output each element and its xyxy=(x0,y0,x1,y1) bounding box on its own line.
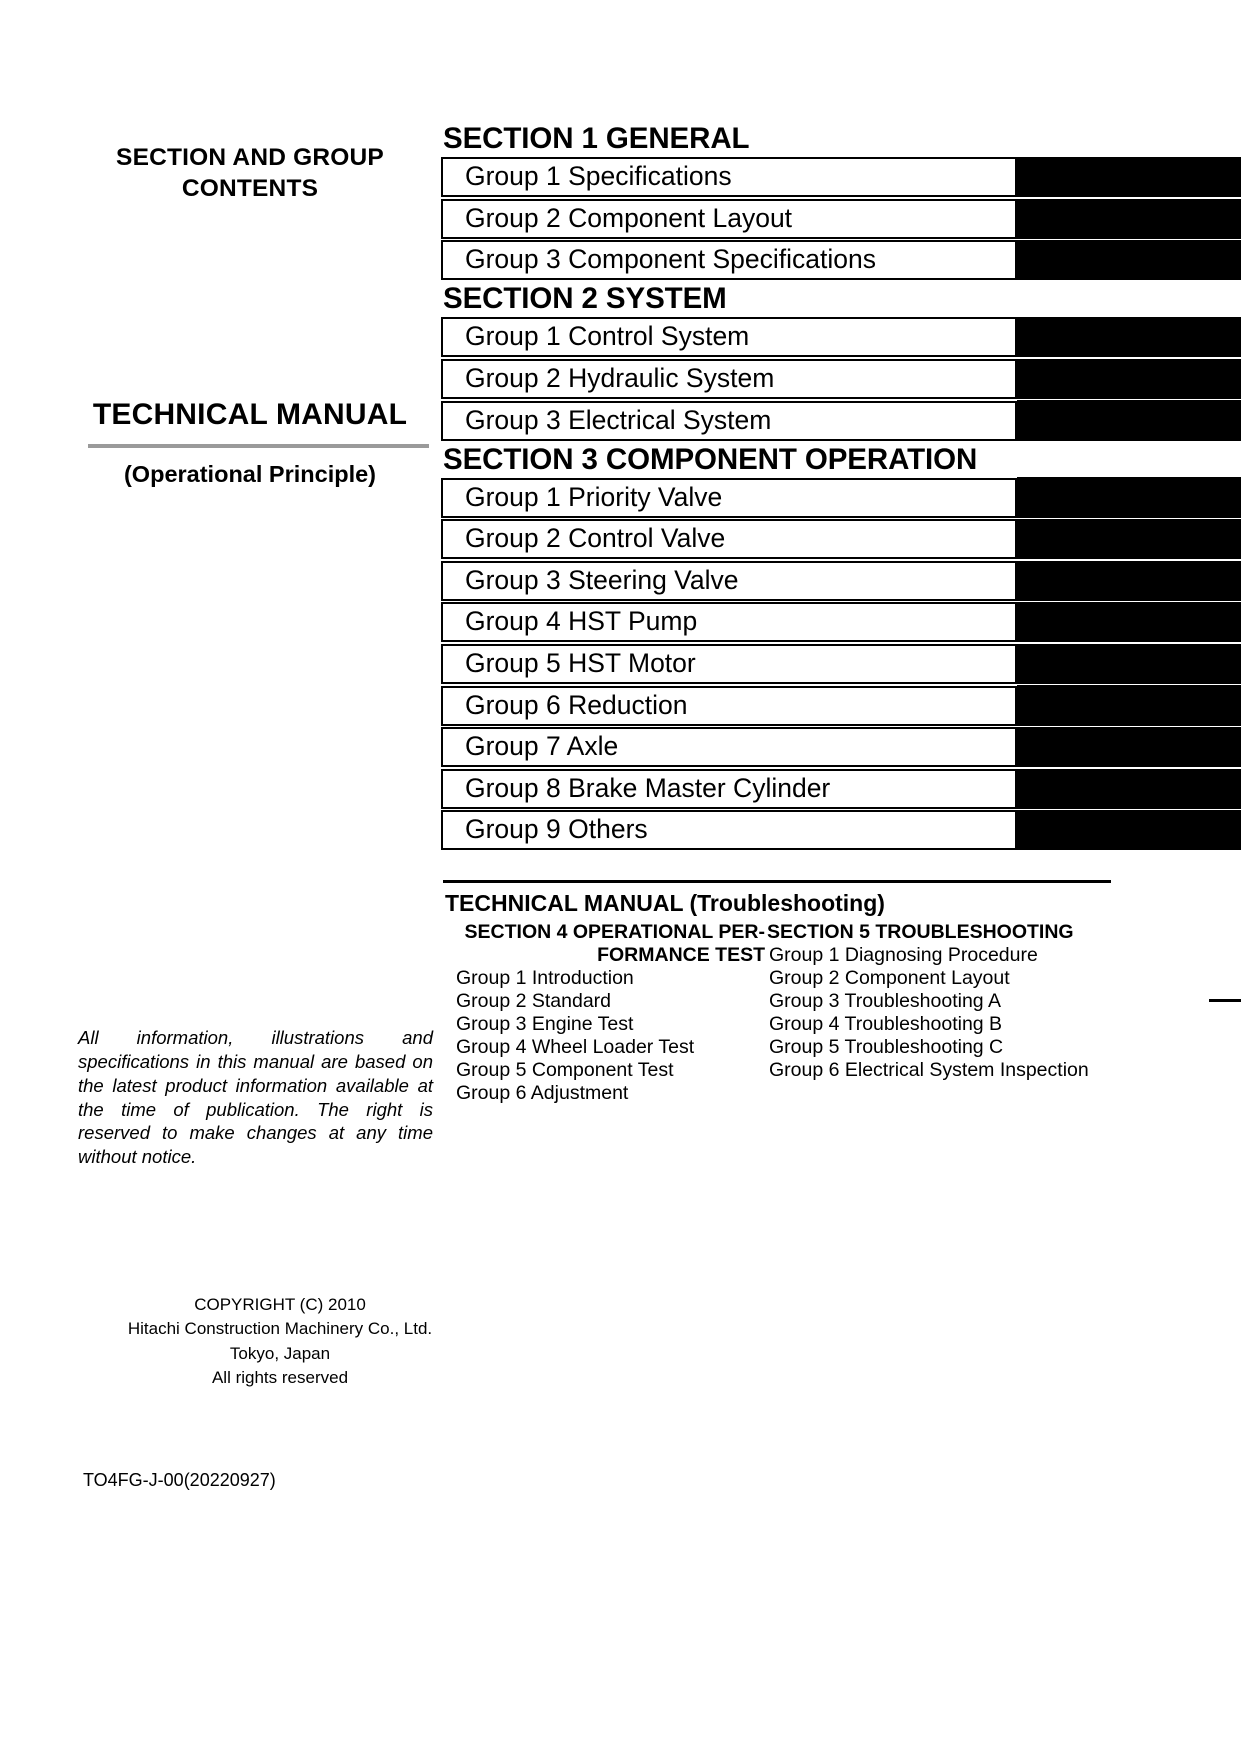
section-1-group-list xyxy=(441,157,1241,280)
section-4-item[interactable]: Group 3 Engine Test xyxy=(456,1013,634,1036)
contents-column xyxy=(441,0,1241,1105)
section-5-heading: SECTION 5 TROUBLESHOOTING xyxy=(767,921,1074,944)
group-row[interactable] xyxy=(441,519,1241,559)
section-thumb-tab xyxy=(1017,727,1241,767)
group-row[interactable] xyxy=(441,727,1241,767)
group-row[interactable] xyxy=(441,401,1241,441)
section-thumb-tab xyxy=(1017,602,1241,642)
section-4-item[interactable]: Group 4 Wheel Loader Test xyxy=(456,1036,695,1059)
section-5-item[interactable]: Group 2 Component Layout xyxy=(769,967,1010,990)
group-row-cell xyxy=(441,646,1017,682)
section-and-group-contents-title xyxy=(60,143,440,205)
group-label: Group 3 Steering Valve xyxy=(465,565,739,596)
section-5-item[interactable]: Group 3 Troubleshooting A xyxy=(769,990,1001,1013)
group-row-cell xyxy=(441,242,1017,278)
section-thumb-tab xyxy=(1017,810,1241,850)
section-heading-3: SECTION 3 COMPONENT OPERATION xyxy=(443,442,978,476)
section-thumb-tab xyxy=(1017,685,1241,725)
group-row[interactable] xyxy=(441,810,1241,850)
group-label: Group 9 Others xyxy=(465,814,648,845)
section-thumb-tab xyxy=(1017,519,1241,559)
section-thumb-tab xyxy=(1017,359,1241,399)
disclaimer-text: All information, illustrations and specifications in this manual are based on the latest product information available at the time of publication. The right is reserved to make changes at any time without notice. xyxy=(78,1027,433,1168)
group-row-cell xyxy=(441,563,1017,599)
document-code: TO4FG-J-00(20220927) xyxy=(83,1470,276,1490)
troubleshooting-bottom-rule xyxy=(1209,999,1241,1002)
section-thumb-tab xyxy=(1017,199,1241,239)
section-5-item[interactable]: Group 6 Electrical System Inspection xyxy=(769,1059,1089,1082)
group-label: Group 2 Control Valve xyxy=(465,523,726,554)
group-row-cell xyxy=(441,480,1017,516)
section-4-item[interactable]: Group 6 Adjustment xyxy=(456,1082,629,1105)
section-4-heading-line2: FORMANCE TEST xyxy=(597,944,765,967)
troubleshooting-columns xyxy=(441,921,1241,1105)
section-and-group-contents-line1: SECTION AND GROUP xyxy=(116,144,384,171)
section-4-item[interactable]: Group 1 Introduction xyxy=(456,967,634,990)
group-row-cell xyxy=(441,688,1017,724)
group-row[interactable] xyxy=(441,561,1241,601)
group-row[interactable] xyxy=(441,478,1241,518)
group-label: Group 1 Control System xyxy=(465,321,750,352)
group-row[interactable] xyxy=(441,644,1241,684)
section-5-column xyxy=(767,921,1117,1105)
group-row[interactable] xyxy=(441,240,1241,280)
group-label: Group 8 Brake Master Cylinder xyxy=(465,773,831,804)
copyright-line-1: COPYRIGHT (C) 2010 xyxy=(194,1295,366,1314)
group-row-cell xyxy=(441,729,1017,765)
section-thumb-tab xyxy=(1017,561,1241,601)
group-label: Group 1 Specifications xyxy=(465,161,732,192)
group-row[interactable] xyxy=(441,359,1241,399)
group-row[interactable] xyxy=(441,686,1241,726)
section-5-item[interactable]: Group 5 Troubleshooting C xyxy=(769,1036,1004,1059)
group-label: Group 5 HST Motor xyxy=(465,648,696,679)
section-4-heading-line1: SECTION 4 OPERATIONAL PER- xyxy=(464,921,765,944)
group-row-cell xyxy=(441,159,1017,195)
group-label: Group 1 Priority Valve xyxy=(465,481,723,512)
group-row-cell xyxy=(441,201,1017,237)
group-row[interactable] xyxy=(441,157,1241,197)
section-4-item[interactable]: Group 5 Component Test xyxy=(456,1059,674,1082)
section-4-item[interactable]: Group 2 Standard xyxy=(456,990,612,1013)
section-thumb-tab xyxy=(1017,317,1241,357)
group-row-cell xyxy=(441,604,1017,640)
group-row-cell xyxy=(441,361,1017,397)
section-and-group-contents-line2: CONTENTS xyxy=(181,174,319,202)
troubleshooting-title: TECHNICAL MANUAL (Troubleshooting) xyxy=(445,890,885,917)
section-heading-1: SECTION 1 GENERAL xyxy=(443,122,750,155)
section-heading-2: SECTION 2 SYSTEM xyxy=(443,282,727,316)
section-thumb-tab xyxy=(1017,477,1241,517)
section-3-group-list xyxy=(441,478,1241,851)
left-column xyxy=(60,0,440,1755)
section-4-column xyxy=(445,921,767,1105)
group-label: Group 2 Component Layout xyxy=(465,202,793,233)
group-row[interactable] xyxy=(441,769,1241,809)
copyright-line-3: Tokyo, Japan xyxy=(229,1343,331,1363)
operational-principle-subtitle: (Operational Principle) xyxy=(123,461,377,487)
section-thumb-tab xyxy=(1017,400,1241,440)
group-row[interactable] xyxy=(441,602,1241,642)
section-thumb-tab xyxy=(1017,644,1241,684)
troubleshooting-block xyxy=(441,880,1241,1105)
group-row-cell xyxy=(441,403,1017,439)
title-divider xyxy=(88,444,429,448)
group-row[interactable] xyxy=(441,317,1241,357)
group-label: Group 6 Reduction xyxy=(465,689,688,720)
group-row[interactable] xyxy=(441,199,1241,239)
section-2-group-list xyxy=(441,317,1241,440)
section-thumb-tab xyxy=(1017,769,1241,809)
group-row-cell xyxy=(441,521,1017,557)
section-5-item[interactable]: Group 1 Diagnosing Procedure xyxy=(769,944,1038,967)
copyright-line-4: All rights reserved xyxy=(211,1368,349,1388)
group-label: Group 2 Hydraulic System xyxy=(465,363,775,394)
group-row-cell xyxy=(441,319,1017,355)
copyright-line-2: Hitachi Construction Machinery Co., Ltd. xyxy=(127,1319,433,1339)
group-label: Group 4 HST Pump xyxy=(465,606,698,637)
group-row-cell xyxy=(441,812,1017,848)
group-label: Group 3 Electrical System xyxy=(465,404,772,435)
group-label: Group 3 Component Specifications xyxy=(465,244,876,275)
technical-manual-title: TECHNICAL MANUAL xyxy=(92,398,408,431)
copyright-block xyxy=(60,1293,500,1391)
group-label: Group 7 Axle xyxy=(465,731,619,762)
section-5-item[interactable]: Group 4 Troubleshooting B xyxy=(769,1013,1003,1036)
section-thumb-tab xyxy=(1017,157,1241,197)
section-thumb-tab xyxy=(1017,240,1241,280)
group-row-cell xyxy=(441,771,1017,807)
